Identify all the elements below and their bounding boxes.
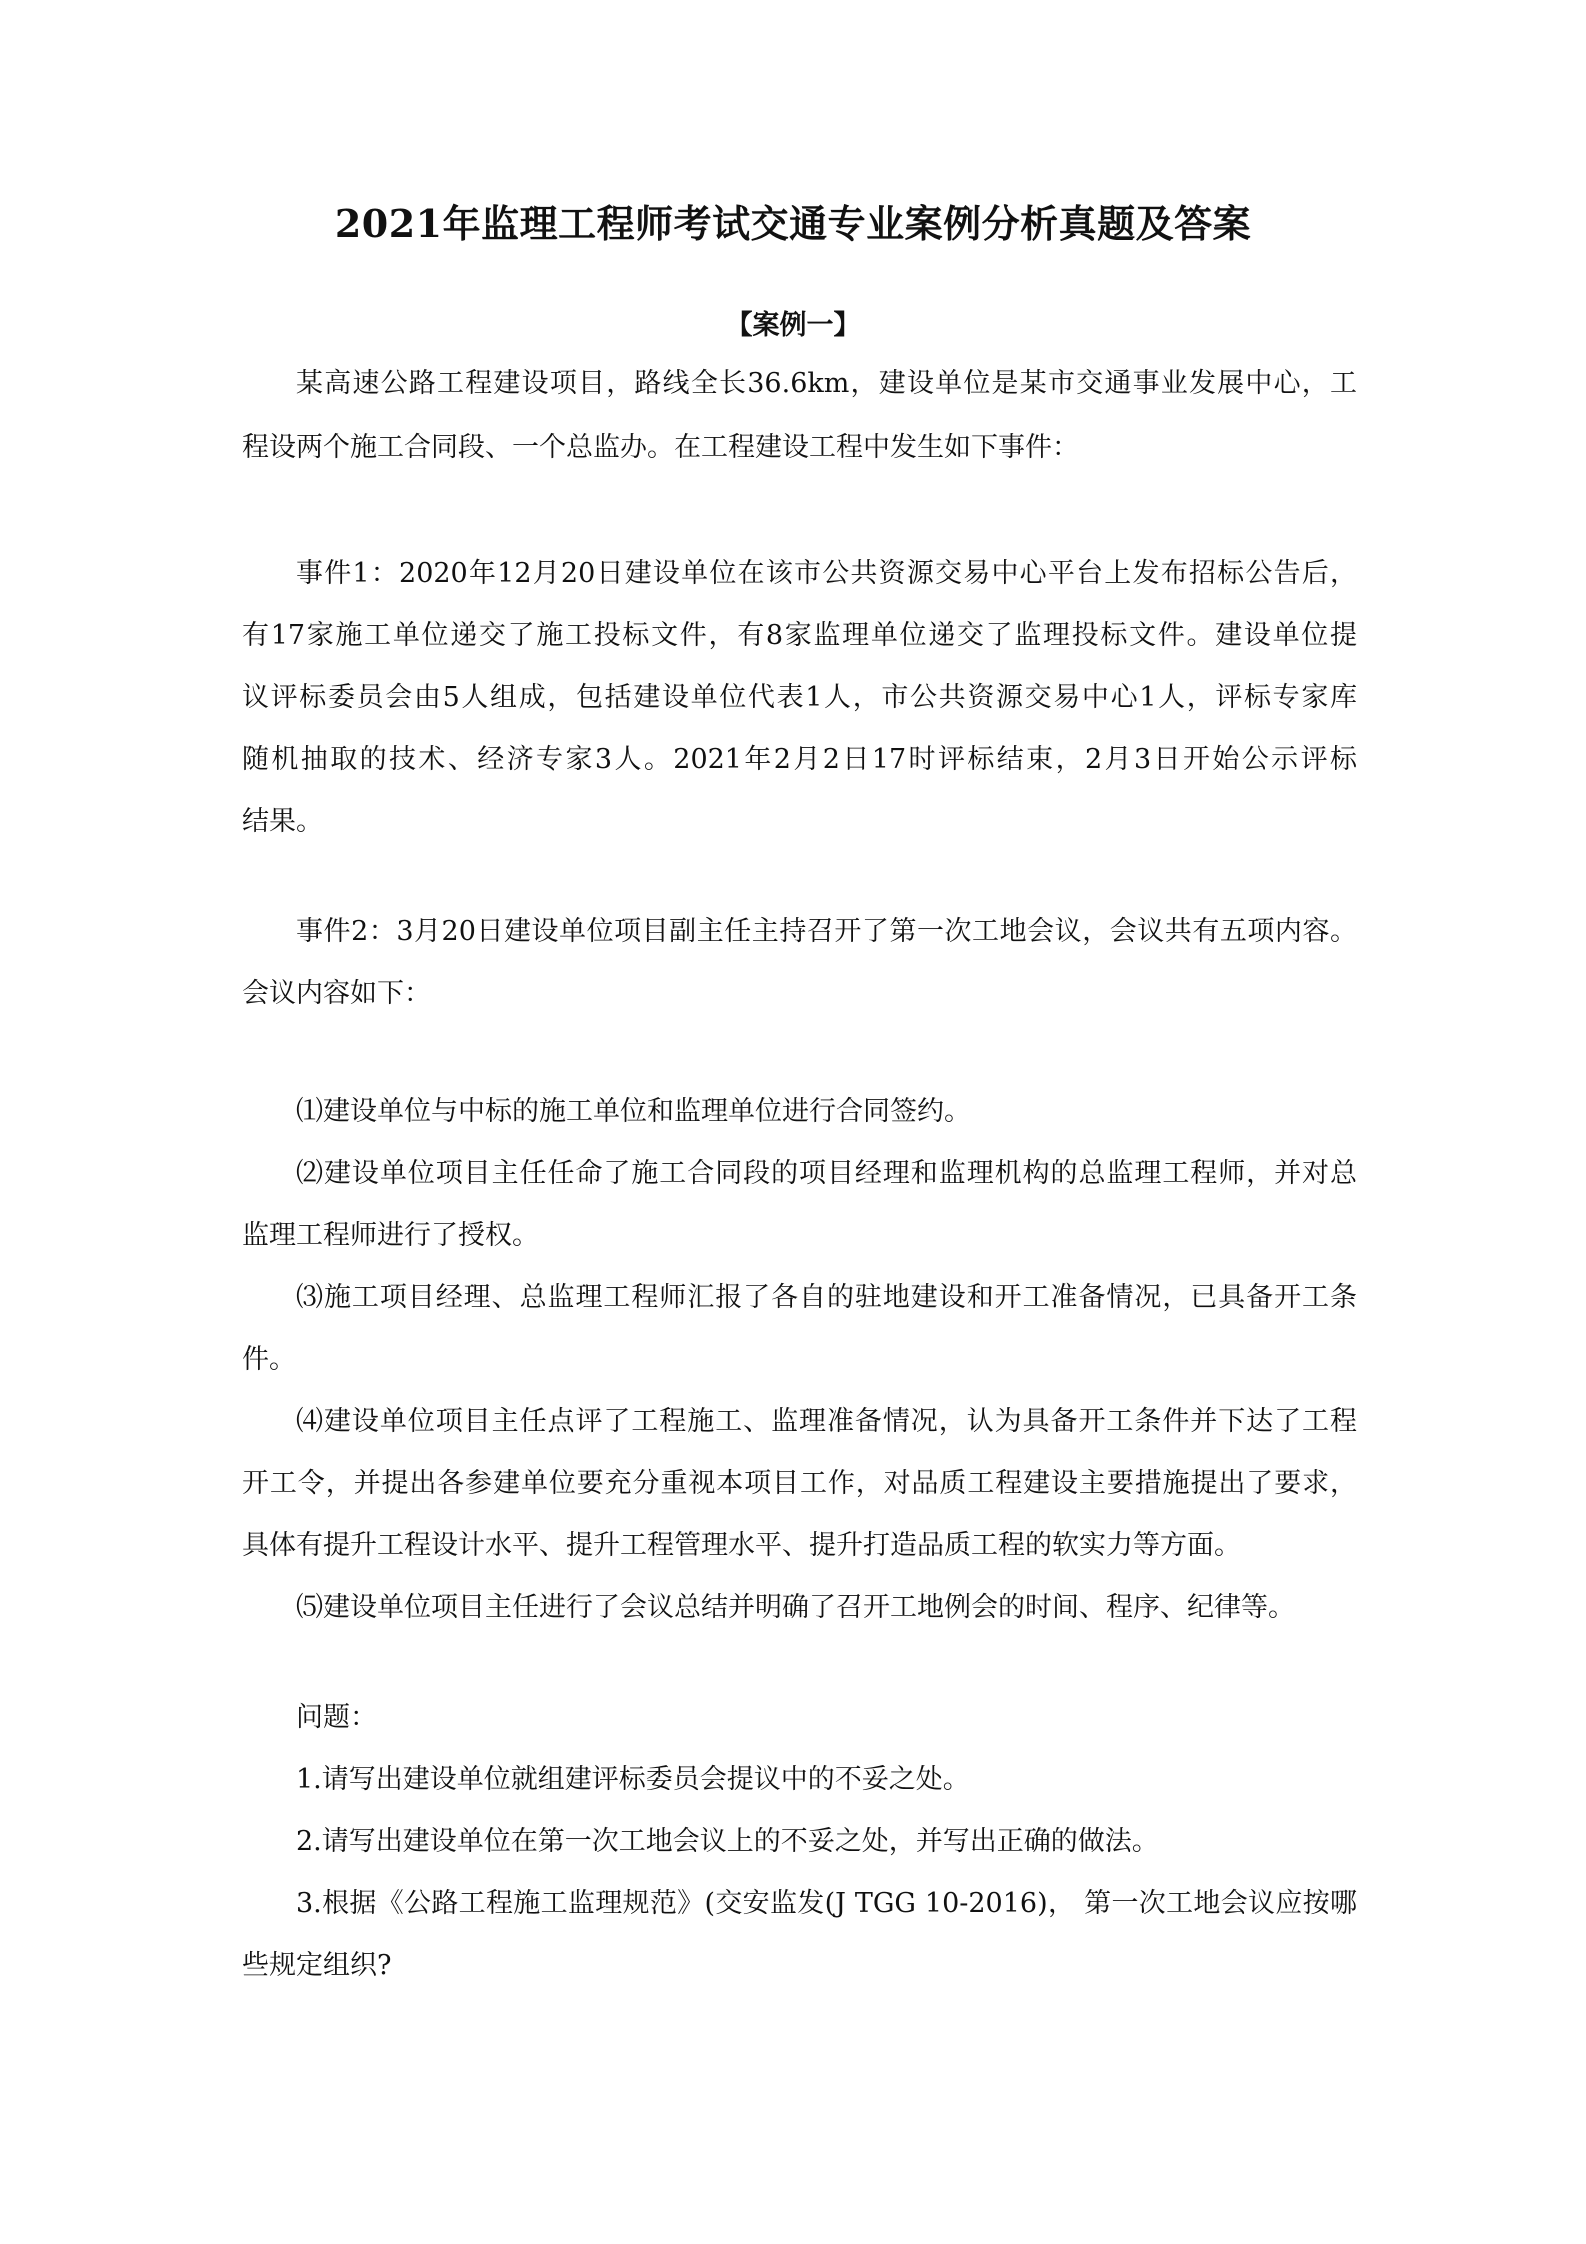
body-line: 会议内容如下： <box>242 978 431 1009</box>
body-line: ⑸建设单位项目主任进行了会议总结并明确了召开工地例会的时间、程序、纪律等。 <box>296 1592 1295 1623</box>
body-line: 事件1：2020年12月20日建设单位在该市公共资源交易中心平台上发布招标公告后， <box>296 558 1357 589</box>
question-line: 些规定组织? <box>242 1950 392 1981</box>
question-line: 3.根据《公路工程施工监理规范》(交安监发(J TGG 10-2016)， 第一次工地会议应按哪 <box>296 1888 1357 1919</box>
body-line: 有17家施工单位递交了施工投标文件，有8家监理单位递交了监理投标文件。建设单位提 <box>242 620 1357 651</box>
body-line: ⑶施工项目经理、总监理工程师汇报了各自的驻地建设和开工准备情况，已具备开工条 <box>296 1282 1357 1313</box>
body-line: 具体有提升工程设计水平、提升工程管理水平、提升打造品质工程的软实力等方面。 <box>242 1530 1241 1561</box>
case-heading: 【案例一】 <box>725 310 861 341</box>
body-line: ⑴建设单位与中标的施工单位和监理单位进行合同签约。 <box>296 1096 971 1127</box>
body-line: ⑷建设单位项目主任点评了工程施工、监理准备情况，认为具备开工条件并下达了工程 <box>296 1406 1357 1437</box>
body-line: 议评标委员会由5人组成，包括建设单位代表1人，市公共资源交易中心1人，评标专家库 <box>242 682 1357 713</box>
question-line: 1.请写出建设单位就组建评标委员会提议中的不妥之处。 <box>296 1764 970 1795</box>
body-line: 结果。 <box>242 806 323 837</box>
page-title: 2021年监理工程师考试交通专业案例分析真题及答案 <box>334 201 1252 246</box>
body-line: 开工令，并提出各参建单位要充分重视本项目工作，对品质工程建设主要措施提出了要求， <box>242 1468 1357 1499</box>
body-line: 件。 <box>242 1344 296 1375</box>
body-line: 程设两个施工合同段、一个总监办。在工程建设工程中发生如下事件： <box>242 432 1079 463</box>
body-line: ⑵建设单位项目主任任命了施工合同段的项目经理和监理机构的总监理工程师，并对总 <box>296 1158 1357 1189</box>
question-heading: 问题： <box>296 1702 377 1733</box>
body-line: 随机抽取的技术、经济专家3人。2021年2月2日17时评标结束，2月3日开始公示评标 <box>242 744 1357 775</box>
body-line: 事件2：3月20日建设单位项目副主任主持召开了第一次工地会议，会议共有五项内容。 <box>296 916 1357 947</box>
body-line: 某高速公路工程建设项目，路线全长36.6km，建设单位是某市交通事业发展中心，工 <box>296 368 1357 399</box>
question-line: 2.请写出建设单位在第一次工地会议上的不妥之处，并写出正确的做法。 <box>296 1826 1159 1857</box>
body-line: 监理工程师进行了授权。 <box>242 1220 539 1251</box>
